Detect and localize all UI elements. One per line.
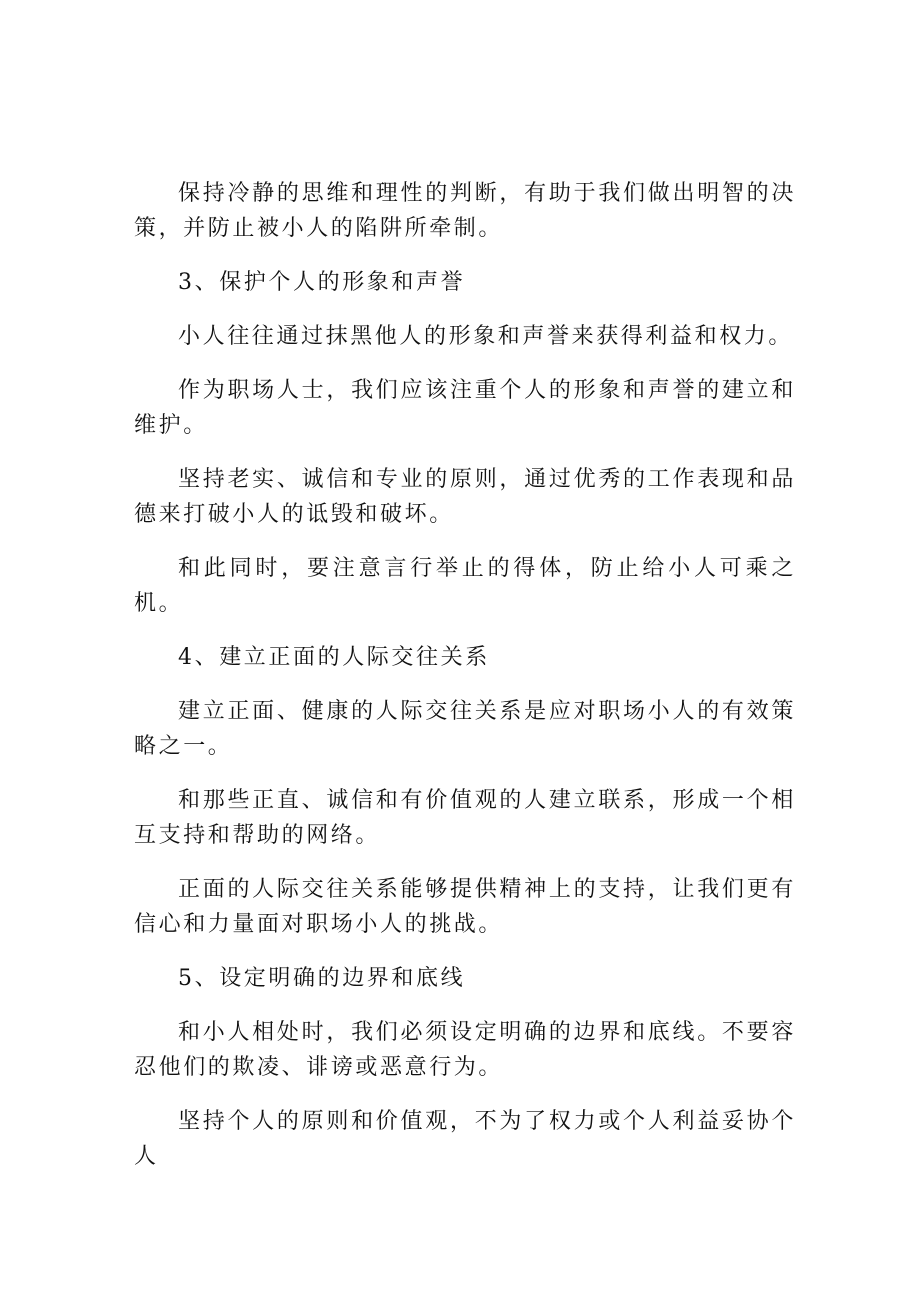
section-heading-4: 4、建立正面的人际交往关系 [178, 645, 490, 670]
paragraph: 坚持老实、诚信和专业的原则，通过优秀的工作表现和品德来打破小人的诋毁和破坏。 [134, 467, 796, 527]
paragraph: 小人往往通过抹黑他人的形象和声誉来获得利益和权力。 [178, 324, 794, 349]
section-heading-3: 3、保护个人的形象和声誉 [178, 270, 466, 295]
paragraph: 和那些正直、诚信和有价值观的人建立联系，形成一个相互支持和帮助的网络。 [134, 788, 796, 848]
section-heading-5: 5、设定明确的边界和底线 [178, 966, 466, 991]
paragraph: 和此同时，要注意言行举止的得体，防止给小人可乘之机。 [134, 556, 796, 616]
paragraph: 建立正面、健康的人际交往关系是应对职场小人的有效策略之一。 [134, 699, 796, 759]
paragraph: 正面的人际交往关系能够提供精神上的支持，让我们更有信心和力量面对职场小人的挑战。 [134, 877, 796, 937]
paragraph: 坚持个人的原则和价值观，不为了权力或个人利益妥协个人 [134, 1109, 796, 1169]
document-body [134, 176, 796, 1193]
paragraph: 和小人相处时，我们必须设定明确的边界和底线。不要容忍他们的欺凌、诽谤或恶意行为。 [134, 1020, 796, 1080]
paragraph: 保持冷静的思维和理性的判断，有助于我们做出明智的决策，并防止被小人的陷阱所牵制。 [134, 181, 796, 241]
paragraph: 作为职场人士，我们应该注重个人的形象和声誉的建立和维护。 [134, 378, 796, 438]
